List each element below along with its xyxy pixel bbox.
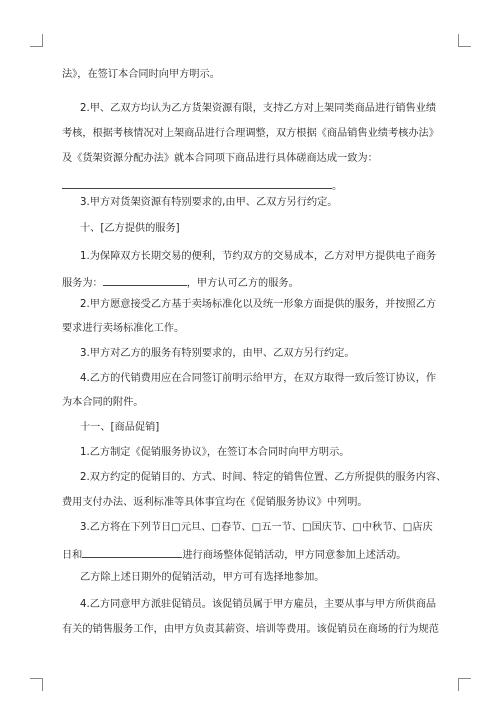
- fill-line-row: [62, 274, 442, 291]
- crop-mark-bottom-left: [30, 678, 43, 691]
- paragraph-line: 2.双方约定的促销目的、方式、时间、特定的销售位置、乙方所提供的服务内容、: [80, 472, 447, 483]
- paragraph-line: 要求进行卖场标准化工作。: [62, 323, 185, 334]
- paragraph-line: 乙方除上述日期外的促销活动，甲方可有选择地参加。: [80, 572, 325, 583]
- paragraph-line: 4.乙方的代销费用应在合同签订前明示给甲方，在双方取得一致后签订协议，作: [80, 373, 437, 384]
- crop-mark-bottom-right: [458, 678, 471, 691]
- fill-in-blank[interactable]: [62, 177, 332, 189]
- paragraph-line: 2.甲、乙双方均认为乙方货架资源有限，支持乙方对上架同类商品进行销售业绩: [80, 103, 437, 114]
- paragraph-line: 考核，根据考核情况对上架商品进行合理调整，双方根据《商品销售业绩考核办法》: [62, 128, 439, 139]
- paragraph-line: 1.乙方制定《促销服务协议》，在签订本合同时向甲方明示。: [80, 447, 350, 458]
- fill-line-row: [62, 177, 442, 194]
- crop-mark-top-left: [30, 34, 43, 47]
- paragraph-line: 有关的销售服务工作，由甲方负责其薪资、培训等费用。该促销员在商场的行为规范: [62, 624, 439, 635]
- paragraph-line: 1.为保障双方长期交易的便利，节约双方的交易成本，乙方对甲方提供电子商务: [80, 251, 437, 262]
- section-heading: 十一、[商品促销]: [80, 422, 160, 433]
- paragraph-line: 为本合同的附件。: [62, 397, 144, 408]
- paragraph-line: 2.甲方愿意接受乙方基于卖场标准化以及统一形象方面提供的服务，并按照乙方: [80, 299, 437, 310]
- paragraph-text: 服务为：: [62, 278, 103, 289]
- paragraph-line: 4.乙方同意甲方派驻促销员。该促销员属于甲方雇员，主要从事与甲方所供商品: [80, 599, 437, 610]
- paragraph-line: 3.甲方对货架资源有特别要求的,由甲、乙双方另行约定。: [80, 197, 338, 208]
- paragraph-text: 进行商场整体促销活动，甲方同意参加上述活动。: [182, 550, 407, 561]
- paragraph-line: 及《货架资源分配办法》就本合同项下商品进行具体磋商达成一致为：: [62, 153, 378, 164]
- crop-mark-top-right: [458, 34, 471, 47]
- fill-line-row: [62, 546, 442, 563]
- paragraph-line: 法》，在签订本合同时向甲方明示。: [62, 69, 220, 80]
- paragraph-line: 3.甲方对乙方的服务有特别要求的，由甲、乙双方另行约定。: [80, 348, 355, 359]
- paragraph-line: 3.乙方将在下列节日□元旦、□春节、□五一节、□国庆节、□中秋节、□店庆: [80, 522, 433, 533]
- paragraph-text: 日和: [62, 550, 83, 561]
- fill-in-blank[interactable]: [82, 546, 182, 558]
- section-heading: 十、[乙方提供的服务]: [80, 223, 180, 234]
- paragraph-text: ，甲方认可乙方的服务。: [186, 278, 299, 289]
- paragraph-line: 费用支付办法、返利标准等具体事宜均在《促销服务协议》中列明。: [62, 497, 368, 508]
- paragraph-text: 。: [332, 181, 343, 192]
- fill-in-blank[interactable]: [103, 274, 187, 286]
